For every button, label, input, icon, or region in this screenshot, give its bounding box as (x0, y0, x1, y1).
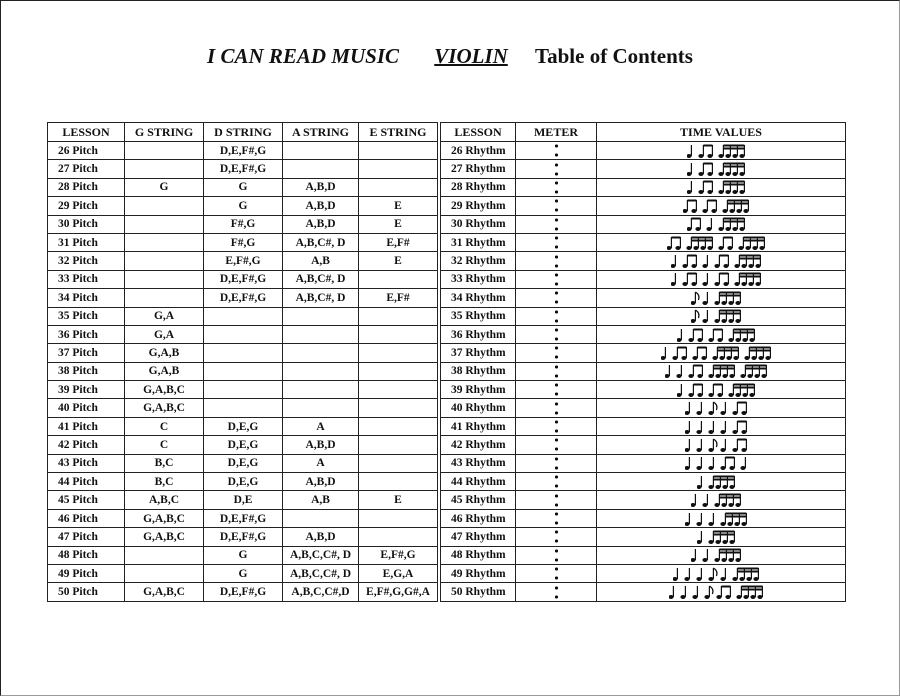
pitch-lesson-cell: 28 Pitch (48, 178, 125, 196)
d-string-cell: G (204, 564, 283, 582)
e-string-cell: E,F#,G (359, 546, 440, 564)
meter-cell (516, 289, 597, 307)
meter-cell (516, 252, 597, 270)
d-string-cell: D,E,G (204, 417, 283, 435)
a-string-cell (283, 325, 359, 343)
e-string-cell (359, 142, 440, 160)
g-string-cell: B,C (125, 454, 204, 472)
time-values-cell (597, 325, 846, 343)
table-row (48, 454, 846, 472)
time-values-cell (597, 436, 846, 454)
note-values-icon (687, 216, 755, 232)
pitch-lesson-cell: 40 Pitch (48, 399, 125, 417)
e-string-cell (359, 362, 440, 380)
table-row (48, 142, 846, 160)
g-string-cell (125, 160, 204, 178)
table-row (48, 528, 846, 546)
rhythm-lesson-cell: 28 Rhythm (439, 178, 516, 196)
meter-cell (516, 417, 597, 435)
time-values-cell (597, 564, 846, 582)
time-values-cell (597, 399, 846, 417)
note-values-icon (691, 492, 751, 508)
pitch-lesson-cell: 49 Pitch (48, 564, 125, 582)
table-row (48, 473, 846, 491)
time-values-cell (597, 270, 846, 288)
rhythm-lesson-cell: 49 Rhythm (439, 564, 516, 582)
table-row (48, 546, 846, 564)
d-string-cell: D,E,G (204, 454, 283, 472)
table-row (48, 325, 846, 343)
table-row (48, 491, 846, 509)
header-lesson: LESSON (48, 123, 125, 142)
d-string-cell: F#,G (204, 233, 283, 251)
e-string-cell: E (359, 252, 440, 270)
page-title (0, 44, 900, 69)
a-string-cell (283, 381, 359, 399)
pitch-lesson-cell: 36 Pitch (48, 325, 125, 343)
rhythm-lesson-cell: 34 Rhythm (439, 289, 516, 307)
note-values-icon (691, 308, 751, 324)
table-row (48, 289, 846, 307)
table-row (48, 509, 846, 527)
g-string-cell: A,B,C (125, 491, 204, 509)
a-string-cell: A,B,C,C#, D (283, 546, 359, 564)
note-values-icon (665, 363, 777, 379)
e-string-cell (359, 399, 440, 417)
rhythm-lesson-cell: 45 Rhythm (439, 491, 516, 509)
book-title: I CAN READ MUSIC (207, 44, 400, 68)
d-string-cell: F#,G (204, 215, 283, 233)
note-values-icon (687, 179, 755, 195)
time-signature-icon (555, 236, 558, 249)
table-row (48, 197, 846, 215)
table-row (48, 399, 846, 417)
rhythm-lesson-cell: 26 Rhythm (439, 142, 516, 160)
time-values-cell (597, 307, 846, 325)
g-string-cell (125, 546, 204, 564)
meter-cell (516, 491, 597, 509)
time-values-cell (597, 491, 846, 509)
time-values-cell (597, 454, 846, 472)
meter-cell (516, 583, 597, 601)
meter-cell (516, 399, 597, 417)
note-values-icon (685, 455, 757, 471)
a-string-cell: A,B,C#, D (283, 233, 359, 251)
d-string-cell: D,E,F#,G (204, 160, 283, 178)
rhythm-lesson-cell: 38 Rhythm (439, 362, 516, 380)
time-signature-icon (555, 346, 558, 359)
rhythm-lesson-cell: 41 Rhythm (439, 417, 516, 435)
g-string-cell (125, 289, 204, 307)
rhythm-lesson-cell: 37 Rhythm (439, 344, 516, 362)
e-string-cell (359, 454, 440, 472)
e-string-cell (359, 344, 440, 362)
a-string-cell: A,B,D (283, 473, 359, 491)
time-signature-icon (555, 402, 558, 415)
note-values-icon (685, 511, 757, 527)
note-values-icon (677, 382, 765, 398)
time-signature-icon (555, 199, 558, 212)
time-signature-icon (555, 420, 558, 433)
time-signature-icon (555, 475, 558, 488)
note-values-icon (697, 474, 745, 490)
table-row (48, 417, 846, 435)
g-string-cell: B,C (125, 473, 204, 491)
time-values-cell (597, 583, 846, 601)
a-string-cell: A,B (283, 252, 359, 270)
meter-cell (516, 381, 597, 399)
rhythm-lesson-cell: 48 Rhythm (439, 546, 516, 564)
e-string-cell (359, 417, 440, 435)
time-signature-icon (555, 457, 558, 470)
meter-cell (516, 142, 597, 160)
table-row (48, 564, 846, 582)
time-values-cell (597, 233, 846, 251)
g-string-cell (125, 270, 204, 288)
g-string-cell: G,A (125, 307, 204, 325)
g-string-cell (125, 142, 204, 160)
g-string-cell (125, 197, 204, 215)
meter-cell (516, 454, 597, 472)
e-string-cell (359, 160, 440, 178)
header-e-string: E STRING (359, 123, 440, 142)
time-values-cell (597, 417, 846, 435)
d-string-cell: G (204, 197, 283, 215)
note-values-icon (667, 235, 775, 251)
pitch-lesson-cell: 34 Pitch (48, 289, 125, 307)
meter-cell (516, 233, 597, 251)
header-row (48, 123, 846, 142)
time-signature-icon (555, 438, 558, 451)
pitch-lesson-cell: 35 Pitch (48, 307, 125, 325)
time-signature-icon (555, 549, 558, 562)
d-string-cell (204, 381, 283, 399)
time-values-cell (597, 344, 846, 362)
pitch-lesson-cell: 42 Pitch (48, 436, 125, 454)
time-signature-icon (555, 586, 558, 599)
a-string-cell: A,B,D (283, 215, 359, 233)
note-values-icon (683, 198, 759, 214)
header-a-string: A STRING (283, 123, 359, 142)
time-values-cell (597, 289, 846, 307)
meter-cell (516, 528, 597, 546)
table-row (48, 307, 846, 325)
note-values-icon (697, 529, 745, 545)
e-string-cell (359, 325, 440, 343)
time-signature-icon (555, 310, 558, 323)
time-signature-icon (555, 365, 558, 378)
header-g-string: G STRING (125, 123, 204, 142)
note-values-icon (661, 345, 781, 361)
d-string-cell: G (204, 178, 283, 196)
d-string-cell: D,E,G (204, 436, 283, 454)
header-lesson-rhythm: LESSON (439, 123, 516, 142)
header-time-values: TIME VALUES (597, 123, 846, 142)
a-string-cell: A,B,C#, D (283, 289, 359, 307)
a-string-cell: A,B,D (283, 528, 359, 546)
a-string-cell (283, 344, 359, 362)
note-values-icon (685, 400, 757, 416)
g-string-cell: G,A,B,C (125, 399, 204, 417)
rhythm-lesson-cell: 43 Rhythm (439, 454, 516, 472)
instrument-name: VIOLIN (434, 44, 508, 68)
note-values-icon (687, 161, 755, 177)
d-string-cell (204, 362, 283, 380)
pitch-lesson-cell: 43 Pitch (48, 454, 125, 472)
g-string-cell (125, 252, 204, 270)
meter-cell (516, 362, 597, 380)
rhythm-lesson-cell: 40 Rhythm (439, 399, 516, 417)
time-values-cell (597, 178, 846, 196)
a-string-cell (283, 307, 359, 325)
rhythm-lesson-cell: 27 Rhythm (439, 160, 516, 178)
a-string-cell: A,B,D (283, 436, 359, 454)
time-signature-icon (555, 163, 558, 176)
meter-cell (516, 270, 597, 288)
pitch-lesson-cell: 31 Pitch (48, 233, 125, 251)
a-string-cell (283, 509, 359, 527)
table-body (48, 142, 846, 602)
time-values-cell (597, 142, 846, 160)
note-values-icon (669, 584, 773, 600)
pitch-lesson-cell: 46 Pitch (48, 509, 125, 527)
e-string-cell: E (359, 491, 440, 509)
a-string-cell (283, 160, 359, 178)
g-string-cell (125, 233, 204, 251)
d-string-cell: D,E (204, 491, 283, 509)
time-values-cell (597, 252, 846, 270)
a-string-cell: A (283, 417, 359, 435)
time-signature-icon (555, 512, 558, 525)
table-row (48, 583, 846, 601)
table-row (48, 362, 846, 380)
d-string-cell: D,E,F#,G (204, 528, 283, 546)
pitch-lesson-cell: 50 Pitch (48, 583, 125, 601)
rhythm-lesson-cell: 47 Rhythm (439, 528, 516, 546)
g-string-cell: G,A,B,C (125, 509, 204, 527)
e-string-cell: E,G,A (359, 564, 440, 582)
pitch-lesson-cell: 27 Pitch (48, 160, 125, 178)
d-string-cell (204, 344, 283, 362)
meter-cell (516, 344, 597, 362)
rhythm-lesson-cell: 39 Rhythm (439, 381, 516, 399)
e-string-cell (359, 436, 440, 454)
a-string-cell: A,B (283, 491, 359, 509)
pitch-lesson-cell: 48 Pitch (48, 546, 125, 564)
meter-cell (516, 307, 597, 325)
time-signature-icon (555, 273, 558, 286)
time-signature-icon (555, 494, 558, 507)
contents-table (47, 122, 846, 602)
pitch-lesson-cell: 38 Pitch (48, 362, 125, 380)
note-values-icon (691, 547, 751, 563)
rhythm-lesson-cell: 30 Rhythm (439, 215, 516, 233)
rhythm-lesson-cell: 46 Rhythm (439, 509, 516, 527)
d-string-cell: D,E,F#,G (204, 142, 283, 160)
meter-cell (516, 325, 597, 343)
e-string-cell: E,F# (359, 289, 440, 307)
time-values-cell (597, 381, 846, 399)
time-signature-icon (555, 383, 558, 396)
table-row (48, 160, 846, 178)
d-string-cell (204, 399, 283, 417)
table-row (48, 381, 846, 399)
e-string-cell: E (359, 197, 440, 215)
g-string-cell: G (125, 178, 204, 196)
e-string-cell (359, 528, 440, 546)
note-values-icon (691, 290, 751, 306)
note-values-icon (687, 143, 755, 159)
d-string-cell: D,E,F#,G (204, 583, 283, 601)
time-values-cell (597, 362, 846, 380)
rhythm-lesson-cell: 36 Rhythm (439, 325, 516, 343)
header-d-string: D STRING (204, 123, 283, 142)
g-string-cell (125, 215, 204, 233)
pitch-lesson-cell: 37 Pitch (48, 344, 125, 362)
note-values-icon (671, 253, 771, 269)
note-values-icon (673, 566, 769, 582)
meter-cell (516, 215, 597, 233)
time-signature-icon (555, 291, 558, 304)
time-signature-icon (555, 530, 558, 543)
header-meter: METER (516, 123, 597, 142)
meter-cell (516, 197, 597, 215)
a-string-cell: A,B,D (283, 178, 359, 196)
a-string-cell: A,B,C,C#, D (283, 564, 359, 582)
g-string-cell: C (125, 436, 204, 454)
a-string-cell: A,B,C,C#,D (283, 583, 359, 601)
g-string-cell: G,A (125, 325, 204, 343)
time-values-cell (597, 197, 846, 215)
d-string-cell: D,E,F#,G (204, 509, 283, 527)
pitch-lesson-cell: 39 Pitch (48, 381, 125, 399)
e-string-cell (359, 509, 440, 527)
table-row (48, 436, 846, 454)
rhythm-lesson-cell: 35 Rhythm (439, 307, 516, 325)
toc-heading: Table of Contents (535, 44, 693, 68)
e-string-cell: E,F# (359, 233, 440, 251)
meter-cell (516, 178, 597, 196)
d-string-cell: D,E,F#,G (204, 270, 283, 288)
table-row (48, 215, 846, 233)
rhythm-lesson-cell: 50 Rhythm (439, 583, 516, 601)
pitch-lesson-cell: 26 Pitch (48, 142, 125, 160)
note-values-icon (685, 419, 757, 435)
note-values-icon (685, 437, 757, 453)
d-string-cell: G (204, 546, 283, 564)
e-string-cell (359, 473, 440, 491)
meter-cell (516, 564, 597, 582)
meter-cell (516, 473, 597, 491)
note-values-icon (677, 327, 765, 343)
pitch-lesson-cell: 33 Pitch (48, 270, 125, 288)
time-values-cell (597, 528, 846, 546)
time-signature-icon (555, 181, 558, 194)
time-signature-icon (555, 567, 558, 580)
g-string-cell: G,A,B (125, 344, 204, 362)
e-string-cell: E,F#,G,G#,A (359, 583, 440, 601)
time-values-cell (597, 509, 846, 527)
d-string-cell (204, 325, 283, 343)
pitch-lesson-cell: 30 Pitch (48, 215, 125, 233)
pitch-lesson-cell: 44 Pitch (48, 473, 125, 491)
a-string-cell (283, 362, 359, 380)
table-row (48, 252, 846, 270)
meter-cell (516, 160, 597, 178)
a-string-cell: A (283, 454, 359, 472)
time-signature-icon (555, 144, 558, 157)
d-string-cell: E,F#,G (204, 252, 283, 270)
g-string-cell: G,A,B,C (125, 528, 204, 546)
table-row (48, 233, 846, 251)
g-string-cell: G,A,B,C (125, 583, 204, 601)
pitch-lesson-cell: 47 Pitch (48, 528, 125, 546)
e-string-cell (359, 381, 440, 399)
a-string-cell: A,B,C#, D (283, 270, 359, 288)
a-string-cell (283, 142, 359, 160)
rhythm-lesson-cell: 42 Rhythm (439, 436, 516, 454)
meter-cell (516, 436, 597, 454)
g-string-cell: C (125, 417, 204, 435)
g-string-cell (125, 564, 204, 582)
pitch-lesson-cell: 29 Pitch (48, 197, 125, 215)
e-string-cell (359, 270, 440, 288)
a-string-cell: A,B,D (283, 197, 359, 215)
rhythm-lesson-cell: 33 Rhythm (439, 270, 516, 288)
time-signature-icon (555, 255, 558, 268)
pitch-lesson-cell: 32 Pitch (48, 252, 125, 270)
meter-cell (516, 546, 597, 564)
pitch-lesson-cell: 41 Pitch (48, 417, 125, 435)
e-string-cell: E (359, 215, 440, 233)
time-values-cell (597, 473, 846, 491)
rhythm-lesson-cell: 31 Rhythm (439, 233, 516, 251)
pitch-lesson-cell: 45 Pitch (48, 491, 125, 509)
time-values-cell (597, 546, 846, 564)
a-string-cell (283, 399, 359, 417)
meter-cell (516, 509, 597, 527)
g-string-cell: G,A,B,C (125, 381, 204, 399)
rhythm-lesson-cell: 44 Rhythm (439, 473, 516, 491)
table-row (48, 344, 846, 362)
table-row (48, 178, 846, 196)
d-string-cell: D,E,G (204, 473, 283, 491)
time-values-cell (597, 215, 846, 233)
d-string-cell (204, 307, 283, 325)
rhythm-lesson-cell: 32 Rhythm (439, 252, 516, 270)
table-row (48, 270, 846, 288)
e-string-cell (359, 178, 440, 196)
time-signature-icon (555, 218, 558, 231)
d-string-cell: D,E,F#,G (204, 289, 283, 307)
note-values-icon (671, 271, 771, 287)
time-signature-icon (555, 328, 558, 341)
time-values-cell (597, 160, 846, 178)
e-string-cell (359, 307, 440, 325)
g-string-cell: G,A,B (125, 362, 204, 380)
rhythm-lesson-cell: 29 Rhythm (439, 197, 516, 215)
